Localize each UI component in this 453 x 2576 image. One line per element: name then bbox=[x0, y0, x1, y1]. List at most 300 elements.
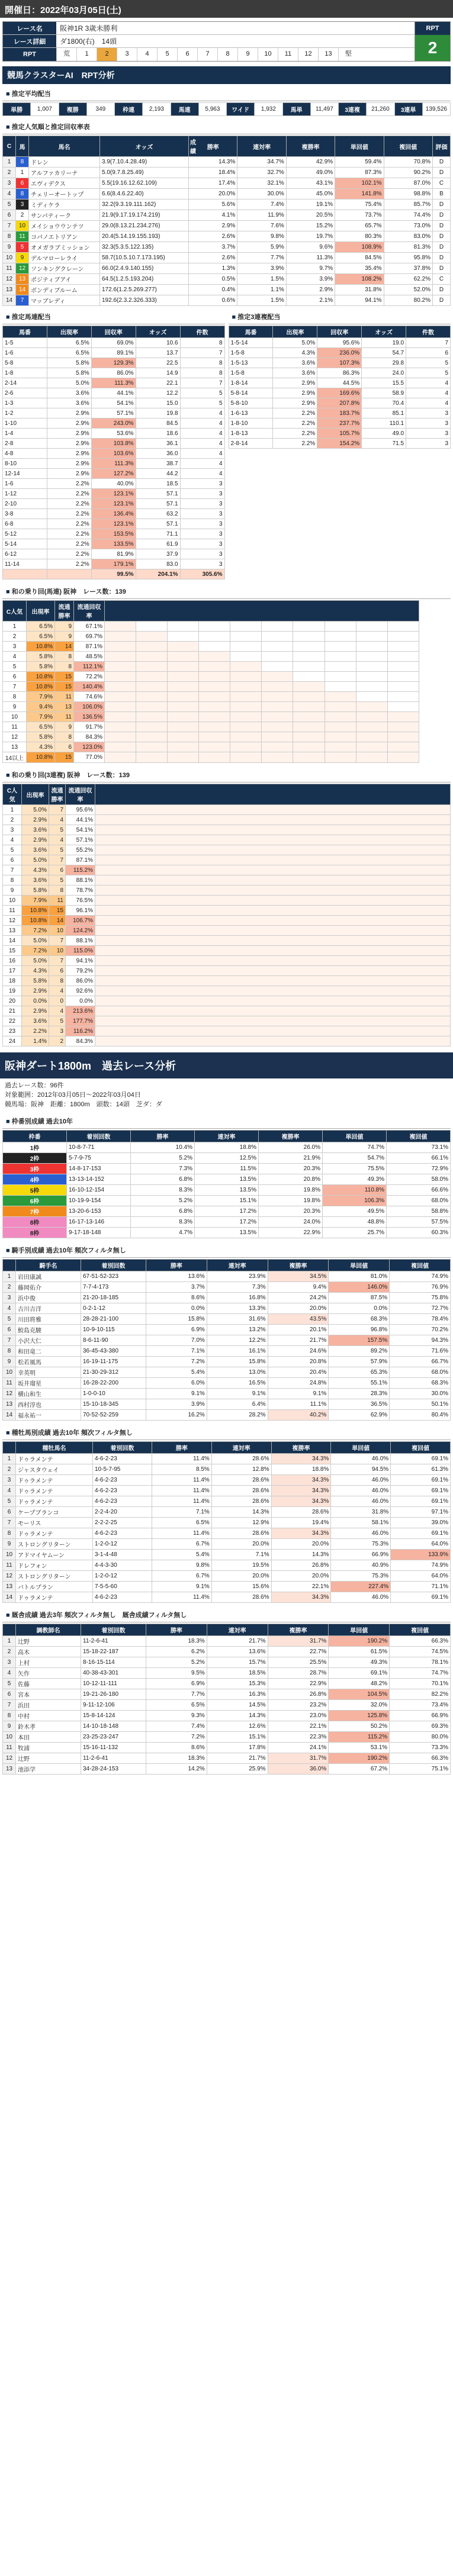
table-cell: 3 bbox=[180, 519, 224, 529]
table-row bbox=[3, 1196, 451, 1206]
umaren-title: ■ 推定馬連配当 bbox=[2, 310, 225, 324]
grid-cell bbox=[325, 702, 356, 712]
table-cell: 53.1% bbox=[329, 1743, 390, 1753]
table-cell: 2-6 bbox=[3, 388, 47, 398]
table-cell: ボンディブルーム bbox=[29, 285, 100, 295]
table-row bbox=[3, 1174, 451, 1185]
table-cell: 2.2% bbox=[273, 439, 317, 449]
table-cell: 96.1% bbox=[66, 906, 95, 916]
table-cell: 1.4% bbox=[22, 1036, 49, 1046]
grid-cell bbox=[356, 712, 387, 722]
grid-cell bbox=[95, 966, 451, 976]
table-cell: マッブレディ bbox=[29, 295, 100, 306]
table-cell: 7 bbox=[3, 865, 22, 875]
table-cell: 1-6 bbox=[3, 479, 47, 489]
table-cell: 佐藤 bbox=[16, 1679, 81, 1689]
table-row bbox=[3, 662, 451, 672]
table-cell: 上村 bbox=[16, 1657, 81, 1668]
table-cell: 2.2% bbox=[47, 529, 91, 539]
table-cell: 1枠 bbox=[3, 1142, 67, 1153]
table-header: 回収率 bbox=[91, 326, 136, 338]
table-row bbox=[3, 1036, 451, 1046]
table-cell: 8-16-15-114 bbox=[81, 1657, 146, 1668]
table-row bbox=[3, 1346, 451, 1357]
grid-cell bbox=[356, 732, 387, 742]
grid-cell bbox=[230, 712, 262, 722]
table-cell: 28.3% bbox=[329, 1389, 390, 1399]
grid-cell bbox=[168, 682, 199, 692]
table-cell: 3-1-4-48 bbox=[93, 1550, 152, 1560]
table-header: 複回値 bbox=[390, 1624, 451, 1636]
table-cell: 70.1% bbox=[390, 1679, 451, 1689]
table-cell: 7.2% bbox=[22, 926, 49, 936]
table-header: C人気 bbox=[3, 784, 22, 805]
table-cell: 78.1% bbox=[390, 1657, 451, 1668]
table-cell: 2枠 bbox=[3, 1153, 67, 1164]
table-cell: 4 bbox=[406, 378, 451, 388]
grid-cell bbox=[199, 632, 230, 642]
table-cell: 57.5% bbox=[387, 1217, 451, 1228]
grid-cell bbox=[199, 732, 230, 742]
grid-cell bbox=[95, 805, 451, 815]
table-cell: 9.1% bbox=[152, 1582, 212, 1592]
table-cell: 70.2% bbox=[390, 1325, 451, 1335]
table-cell: 7.2% bbox=[146, 1357, 207, 1367]
table-cell: 21.7% bbox=[207, 1753, 268, 1764]
grid-cell bbox=[262, 732, 293, 742]
rpt-scale-cell: 2 bbox=[97, 48, 117, 61]
trainer-table bbox=[2, 1624, 451, 1775]
table-cell: 3.9% bbox=[146, 1399, 207, 1410]
table-cell: 0 bbox=[49, 996, 66, 1006]
table-header: C人気 bbox=[3, 601, 27, 622]
table-cell: 29.0(8.13.21.234.276) bbox=[100, 221, 189, 231]
table-row bbox=[3, 1206, 451, 1217]
grid-cell bbox=[387, 642, 419, 652]
total-cell: 305.6% bbox=[180, 569, 224, 579]
table-cell: 6枠 bbox=[3, 1196, 67, 1206]
table-cell: 7 bbox=[49, 956, 66, 966]
table-cell: 69.3% bbox=[390, 1721, 451, 1732]
table-cell: 3 bbox=[180, 509, 224, 519]
table-cell: 7 bbox=[3, 1335, 16, 1346]
grid-cell bbox=[136, 692, 168, 702]
table-cell: 46.0% bbox=[331, 1528, 391, 1539]
grid-cell bbox=[293, 742, 325, 752]
avg-payout-value: 1,007 bbox=[31, 103, 59, 116]
umaren-table bbox=[2, 326, 225, 579]
table-cell: 19.7% bbox=[286, 231, 335, 242]
table-cell: 24.0% bbox=[259, 1217, 323, 1228]
table-cell: 19.8 bbox=[136, 408, 180, 418]
grid-cell bbox=[95, 916, 451, 926]
table-cell: 6 bbox=[406, 348, 451, 358]
table-cell: 43.1% bbox=[286, 178, 335, 189]
table-cell: 57.1 bbox=[136, 519, 180, 529]
table-header: 回収率 bbox=[317, 326, 362, 338]
sire-title: ■ 種牡馬別成績 過去10年 頻次フィルタ無し bbox=[2, 1425, 451, 1440]
table-cell: 7.7% bbox=[146, 1689, 207, 1700]
table-cell: 20.0% bbox=[189, 189, 237, 199]
table-cell: 34.3% bbox=[271, 1528, 331, 1539]
table-cell: 8.3% bbox=[131, 1185, 195, 1196]
table-cell: 3.6% bbox=[22, 1016, 49, 1026]
table-cell: 86.3% bbox=[317, 368, 362, 378]
tansho-title: ■ 和の乗り回(馬連) 阪神 レース数：139 bbox=[2, 584, 451, 599]
table-cell: 5.9% bbox=[237, 242, 286, 253]
grid-cell bbox=[95, 1016, 451, 1026]
grid-cell bbox=[230, 722, 262, 732]
grid-cell bbox=[387, 682, 419, 692]
table-cell: 16.8% bbox=[207, 1293, 268, 1303]
table-header: 着別回数 bbox=[93, 1442, 152, 1454]
table-row bbox=[3, 805, 451, 815]
table-cell: 105.7% bbox=[317, 429, 362, 439]
table-cell: 13.3% bbox=[207, 1303, 268, 1314]
grid-cell bbox=[105, 722, 136, 732]
table-row bbox=[3, 906, 451, 916]
table-cell: 8 bbox=[55, 732, 74, 742]
avg-payout-header: 馬単 bbox=[282, 103, 310, 116]
grid-cell bbox=[136, 622, 168, 632]
table-row bbox=[3, 1647, 451, 1657]
grid-cell bbox=[199, 652, 230, 662]
table-cell: 3 bbox=[180, 479, 224, 489]
table-cell: 44.5% bbox=[317, 378, 362, 388]
grid-cell bbox=[293, 722, 325, 732]
table-cell: 66.0(2.4.9.140.155) bbox=[100, 263, 189, 274]
table-cell: 22.1% bbox=[271, 1582, 331, 1592]
table-header: 流通勝率 bbox=[49, 784, 66, 805]
grid-cell bbox=[95, 896, 451, 906]
table-cell: 9.4% bbox=[268, 1282, 329, 1293]
table-header bbox=[3, 1260, 16, 1271]
table-row bbox=[3, 1700, 451, 1711]
table-header bbox=[3, 1624, 16, 1636]
grid-cell bbox=[136, 722, 168, 732]
table-cell: 36.0 bbox=[136, 449, 180, 459]
table-cell: 14 bbox=[3, 295, 16, 306]
table-cell: 古川吉洋 bbox=[16, 1303, 81, 1314]
table-cell: 8 bbox=[3, 875, 22, 886]
table-cell: 本田 bbox=[16, 1732, 81, 1743]
table-cell: 103.8% bbox=[91, 439, 136, 449]
table-header: 出現率 bbox=[27, 601, 55, 622]
table-cell: 115.2% bbox=[329, 1732, 390, 1743]
table-cell: 3.6% bbox=[22, 845, 49, 855]
table-cell: 4.3% bbox=[273, 348, 317, 358]
table-cell: 61.9 bbox=[136, 539, 180, 549]
table-cell: 66.1% bbox=[387, 1153, 451, 1164]
table-row bbox=[3, 388, 225, 398]
table-cell: 21-20-18-185 bbox=[81, 1293, 146, 1303]
table-cell: 11 bbox=[49, 896, 66, 906]
table-cell: 2.2% bbox=[47, 499, 91, 509]
grid-cell bbox=[356, 672, 387, 682]
table-row bbox=[3, 865, 451, 875]
table-cell: 15.5 bbox=[362, 378, 406, 388]
table-cell: 75.8% bbox=[390, 1293, 451, 1303]
table-cell: D bbox=[433, 231, 451, 242]
table-cell: 3.6% bbox=[47, 388, 91, 398]
table-cell: 55.2% bbox=[66, 845, 95, 855]
table-header: 流通回収率 bbox=[66, 784, 95, 805]
table-cell: 13-20-6-153 bbox=[67, 1206, 131, 1217]
table-cell: 207.8% bbox=[317, 398, 362, 408]
table-row bbox=[3, 1228, 451, 1238]
table-cell: 6.5% bbox=[146, 1700, 207, 1711]
table-row bbox=[3, 499, 225, 509]
table-cell: 86.0% bbox=[66, 976, 95, 986]
table-cell: 7 bbox=[49, 855, 66, 865]
table-cell: 97.1% bbox=[391, 1507, 451, 1518]
race-name-label: レース名 bbox=[3, 22, 56, 34]
table-row bbox=[229, 439, 451, 449]
rpt-scale-label: RPT bbox=[3, 48, 56, 61]
table-cell: 58.0% bbox=[387, 1174, 451, 1185]
table-cell: 106.7% bbox=[66, 916, 95, 926]
grid-cell bbox=[199, 752, 230, 763]
table-cell: 2 bbox=[3, 1464, 16, 1475]
table-header: 馬 bbox=[16, 136, 29, 157]
table-cell: 20.0% bbox=[211, 1539, 271, 1550]
table-cell: ドレン bbox=[29, 157, 100, 168]
grid-cell bbox=[293, 752, 325, 763]
table-cell: 1 bbox=[3, 157, 16, 168]
table-cell: 3 bbox=[180, 559, 224, 569]
table-row bbox=[3, 519, 225, 529]
table-cell: 32.7% bbox=[237, 168, 286, 178]
grid-cell bbox=[293, 702, 325, 712]
table-cell: 36.0% bbox=[268, 1764, 329, 1775]
table-cell: 49.3% bbox=[323, 1174, 387, 1185]
table-cell: 2.2% bbox=[47, 559, 91, 569]
table-cell: 66.3% bbox=[390, 1636, 451, 1647]
table-cell: 24.1% bbox=[268, 1743, 329, 1753]
table-cell: 6-8 bbox=[3, 519, 47, 529]
table-cell: 5 bbox=[49, 875, 66, 886]
table-cell: 28.6% bbox=[211, 1486, 271, 1496]
table-cell: 7.1% bbox=[211, 1550, 271, 1560]
table-cell: 1-12 bbox=[3, 489, 47, 499]
total-cell bbox=[47, 569, 91, 579]
table-cell: 11.4% bbox=[152, 1528, 212, 1539]
frame-table bbox=[2, 1130, 451, 1238]
grid-cell bbox=[168, 742, 199, 752]
table-cell: 3 bbox=[180, 539, 224, 549]
table-cell: 74.4% bbox=[384, 210, 432, 221]
table-cell: 6.9% bbox=[146, 1679, 207, 1689]
table-cell: 108.2% bbox=[335, 274, 384, 285]
grid-cell bbox=[95, 855, 451, 865]
table-cell: 13 bbox=[3, 1399, 16, 1410]
table-cell: 11-2-6-41 bbox=[81, 1636, 146, 1647]
table-cell: 3 bbox=[406, 439, 451, 449]
grid-cell bbox=[136, 652, 168, 662]
table-cell: 7.3% bbox=[207, 1282, 268, 1293]
table-header: 単回値 bbox=[329, 1260, 390, 1271]
table-cell: 40.0% bbox=[91, 479, 136, 489]
table-cell: 108.9% bbox=[335, 242, 384, 253]
table-cell: 66.7% bbox=[390, 1357, 451, 1367]
table-cell: 22.7% bbox=[268, 1647, 329, 1657]
table-cell: 4 bbox=[3, 1303, 16, 1314]
table-cell: 1 bbox=[3, 1271, 16, 1282]
grid-cell bbox=[325, 712, 356, 722]
table-cell: 4 bbox=[49, 815, 66, 825]
table-cell: 80.3% bbox=[335, 231, 384, 242]
grid-cell bbox=[168, 692, 199, 702]
rpt-scale-cell: 1 bbox=[76, 48, 97, 61]
table-cell: 9-17-18-148 bbox=[67, 1228, 131, 1238]
grid-cell bbox=[387, 712, 419, 722]
grid-cell bbox=[387, 742, 419, 752]
grid-cell bbox=[199, 692, 230, 702]
table-cell: 153.5% bbox=[91, 529, 136, 539]
table-cell: 1-5-13 bbox=[229, 358, 273, 368]
table-cell: 7.6% bbox=[237, 221, 286, 231]
grid-cell bbox=[95, 815, 451, 825]
rpt-scale-cell: 3 bbox=[117, 48, 137, 61]
table-row bbox=[3, 1764, 451, 1775]
table-cell: 38.7 bbox=[136, 459, 180, 469]
table-cell: 16.5% bbox=[207, 1378, 268, 1389]
table-cell: 1-5 bbox=[3, 338, 47, 348]
table-cell: 40-38-43-301 bbox=[81, 1668, 146, 1679]
table-cell: 小沢大仁 bbox=[16, 1335, 81, 1346]
table-row bbox=[3, 398, 225, 408]
table-cell: 14以上 bbox=[3, 752, 27, 763]
table-cell: 2 bbox=[16, 210, 29, 221]
table-cell: 19.4% bbox=[271, 1518, 331, 1528]
table-cell: D bbox=[433, 168, 451, 178]
table-cell: 21-30-29-312 bbox=[81, 1367, 146, 1378]
total-row bbox=[3, 569, 225, 579]
table-cell: 8.6% bbox=[146, 1293, 207, 1303]
table-cell: 7枠 bbox=[3, 1206, 67, 1217]
table-header: 着別回数 bbox=[81, 1624, 146, 1636]
table-cell: 28.6% bbox=[211, 1454, 271, 1464]
grid-cell bbox=[199, 682, 230, 692]
table-cell: 69.1% bbox=[391, 1496, 451, 1507]
table-row bbox=[3, 1636, 451, 1647]
grid-cell bbox=[199, 722, 230, 732]
table-cell: 9 bbox=[3, 242, 16, 253]
table-cell: 25.5% bbox=[268, 1657, 329, 1668]
table-row bbox=[3, 1743, 451, 1753]
table-cell: 140.4% bbox=[74, 682, 105, 692]
table-cell: 30.0% bbox=[390, 1389, 451, 1399]
rpt-scale-cell: 10 bbox=[258, 48, 278, 61]
table-cell: 19.8% bbox=[259, 1185, 323, 1196]
table-cell: 13.6% bbox=[207, 1647, 268, 1657]
table-cell: 10-5-7-95 bbox=[93, 1464, 152, 1475]
rpt-scale-cell: 8 bbox=[217, 48, 237, 61]
table-cell: 2-2-2-25 bbox=[93, 1518, 152, 1528]
table-cell: 87.0% bbox=[384, 178, 432, 189]
table-cell: 28.6% bbox=[271, 1507, 331, 1518]
grid-cell bbox=[95, 926, 451, 936]
table-cell: 23 bbox=[3, 1026, 22, 1036]
table-cell: 28.6% bbox=[211, 1475, 271, 1486]
grid-cell bbox=[325, 622, 356, 632]
avg-payout-value: 21,260 bbox=[367, 103, 394, 116]
table-cell: 2.9% bbox=[47, 449, 91, 459]
avg-payout-value: 11,497 bbox=[310, 103, 338, 116]
table-cell: 松若風馬 bbox=[16, 1357, 81, 1367]
table-cell: 54.7% bbox=[323, 1153, 387, 1164]
table-cell: 15.7% bbox=[207, 1657, 268, 1668]
table-cell: 17.2% bbox=[195, 1206, 259, 1217]
table-cell: 58.1% bbox=[331, 1518, 391, 1528]
table-cell: 3.6% bbox=[273, 368, 317, 378]
table-cell: 73.1% bbox=[387, 1142, 451, 1153]
table-cell: 5枠 bbox=[3, 1185, 67, 1196]
table-cell: 111.3% bbox=[91, 459, 136, 469]
table-row bbox=[3, 459, 225, 469]
hanshin-info bbox=[0, 1078, 453, 1112]
table-cell: 4 bbox=[180, 449, 224, 459]
table-cell: 4-4-3-30 bbox=[93, 1560, 152, 1571]
table-cell: 20.3% bbox=[259, 1206, 323, 1217]
table-cell: 10-12-11-111 bbox=[81, 1679, 146, 1689]
table-cell: 9 bbox=[3, 1357, 16, 1367]
table-cell: D bbox=[433, 221, 451, 231]
table-cell: 13 bbox=[16, 274, 29, 285]
grid-cell bbox=[230, 752, 262, 763]
table-row bbox=[3, 1303, 451, 1314]
table-cell: 65.3% bbox=[329, 1367, 390, 1378]
table-cell: 11.4% bbox=[152, 1486, 212, 1496]
table-cell: 18.3% bbox=[146, 1753, 207, 1764]
grid-cell bbox=[356, 752, 387, 763]
table-cell: 宮本 bbox=[16, 1689, 81, 1700]
table-cell: 74.9% bbox=[390, 1271, 451, 1282]
table-cell: 7.3% bbox=[131, 1164, 195, 1174]
table-cell: 103.6% bbox=[91, 449, 136, 459]
table-cell: 46.0% bbox=[331, 1454, 391, 1464]
table-cell: 4 bbox=[180, 469, 224, 479]
table-cell: 179.1% bbox=[91, 559, 136, 569]
grid-cell bbox=[230, 732, 262, 742]
table-cell: 15.8% bbox=[207, 1357, 268, 1367]
table-cell: 10.8% bbox=[27, 752, 55, 763]
table-row bbox=[3, 348, 225, 358]
table-cell: 6-12 bbox=[3, 549, 47, 559]
table-cell: 6 bbox=[3, 672, 27, 682]
table-cell: 28.6% bbox=[211, 1528, 271, 1539]
table-cell: 69.1% bbox=[391, 1486, 451, 1496]
table-cell: 4-6-2-23 bbox=[93, 1475, 152, 1486]
grid-cell bbox=[356, 632, 387, 642]
table-cell: 22.9% bbox=[259, 1228, 323, 1238]
table-row bbox=[3, 1582, 451, 1592]
table-cell: 0.6% bbox=[189, 295, 237, 306]
table-cell: 87.5% bbox=[329, 1293, 390, 1303]
sire-table bbox=[2, 1441, 451, 1603]
table-cell: 6.5% bbox=[47, 338, 91, 348]
table-cell: 11.3% bbox=[286, 253, 335, 263]
grid-cell bbox=[325, 642, 356, 652]
table-cell: 6.5% bbox=[152, 1518, 212, 1528]
table-cell: 96.8% bbox=[329, 1325, 390, 1335]
table-row bbox=[229, 348, 451, 358]
grid-cell bbox=[325, 682, 356, 692]
table-cell: 115.0% bbox=[66, 946, 95, 956]
table-cell: 15.3% bbox=[207, 1679, 268, 1689]
table-cell: 9.8% bbox=[152, 1560, 212, 1571]
table-row bbox=[229, 368, 451, 378]
